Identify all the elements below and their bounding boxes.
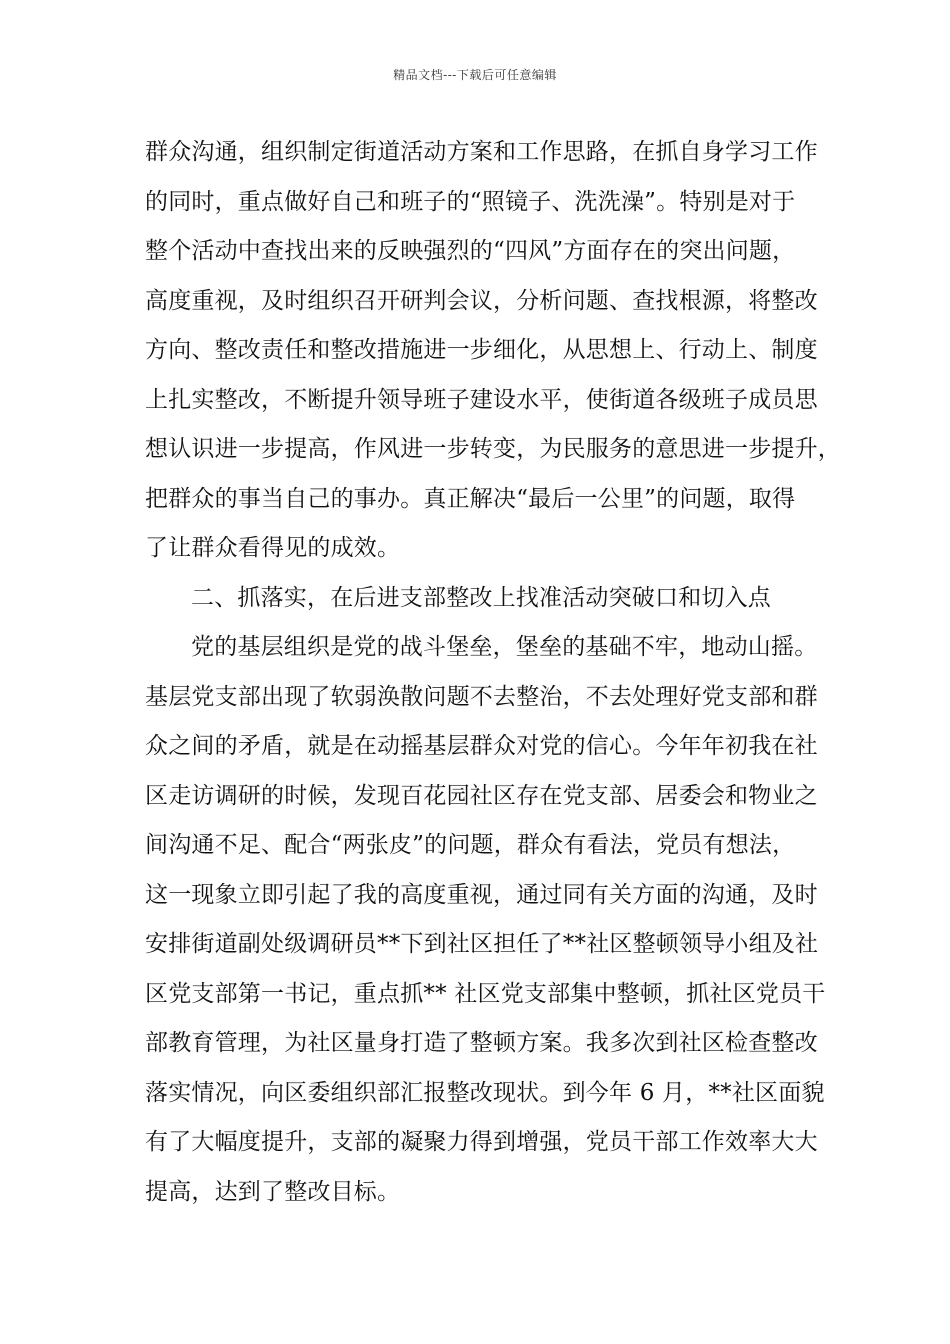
text-line: 方向、整改责任和整改措施进一步细化，从思想上、行动上、制度 (145, 337, 818, 363)
text-line: 众之间的矛盾，就是在动摇基层群众对党的信心。今年年初我在社 (145, 733, 818, 759)
text-line: 落实情况，向区委组织部汇报整改现状。到今年 6 月，**社区面貌 (145, 1079, 825, 1106)
text-line: 区党支部第一书记，重点抓** 社区党支部集中整顿，抓社区党员干 (145, 980, 826, 1007)
text-line: 把群众的事当自己的事办。真正解决“最后一公里”的问题，取得 (145, 485, 796, 512)
text-line: 的同时，重点做好自己和班子的“照镜子、洗洗澡”。特别是对于 (145, 188, 796, 215)
text-line: 安排街道副处级调研员**下到社区担任了**社区整顿领导小组及社 (145, 931, 819, 957)
text-line: 想认识进一步提高，作风进一步转变，为民服务的意思进一步提升， (145, 436, 841, 462)
text-line: 基层党支部出现了软弱涣散问题不去整治，不去处理好党支部和群 (145, 683, 818, 710)
text-line: 提高，达到了整改目标。 (145, 1178, 401, 1205)
text-line: 高度重视，及时组织召开研判会议，分析问题、查找根源，将整改 (145, 287, 818, 314)
text-line: 部教育管理，为社区量身打造了整顿方案。我多次到社区检查整改 (145, 1030, 818, 1056)
text-line: 区走访调研的时候，发现百花园社区存在党支部、居委会和物业之 (145, 782, 818, 809)
text-line: 整个活动中查找出来的反映强烈的“四风”方面存在的突出问题， (145, 238, 796, 264)
text-line: 有了大幅度提升，支部的凝聚力得到增强，党员干部工作效率大大 (145, 1129, 818, 1155)
text-line: 这一现象立即引起了我的高度重视，通过同有关方面的沟通，及时 (145, 881, 818, 908)
document-body (145, 128, 841, 1217)
text-line: 间沟通不足、配合“两张皮”的问题，群众有看法，党员有想法， (145, 832, 796, 858)
page-header: 精品文档---下载后可任意编辑 (393, 68, 557, 82)
text-line: 上扎实整改，不断提升领导班子建设水平，使街道各级班子成员思 (145, 386, 818, 413)
section-heading: 二、抓落实，在后进支部整改上找准活动突破口和切入点 (191, 584, 771, 611)
paragraph-first-line: 党的基层组织是党的战斗堡垒，堡垒的基础不牢，地动山摇。 (191, 634, 818, 660)
text-line: 群众沟通，组织制定街道活动方案和工作思路，在抓自身学习工作 (145, 139, 818, 165)
text-line: 了让群众看得见的成效。 (145, 535, 401, 561)
